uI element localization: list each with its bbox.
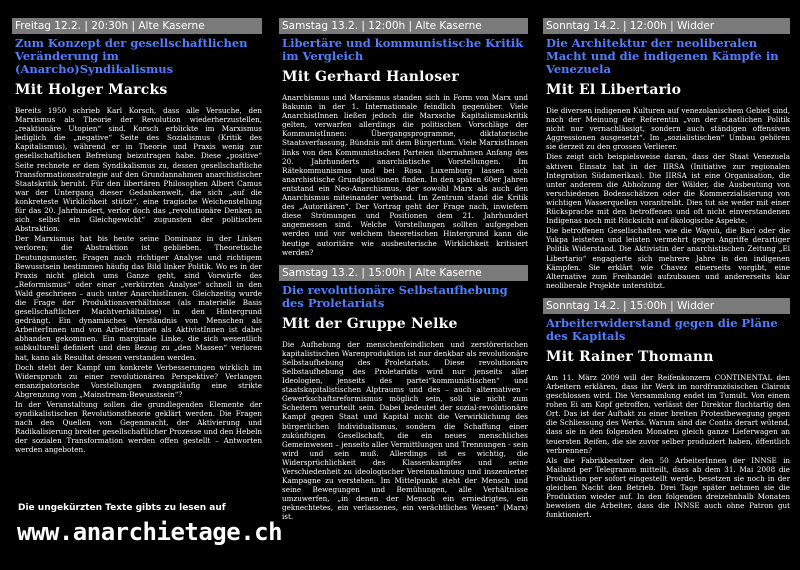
event-title: Libertäre und kommunistische Kritik im Vergleich xyxy=(282,36,524,63)
event-header: Samstag 13.2. | 12:00h | Alte Kaserne xyxy=(279,18,528,34)
event-speaker: Mit Gerhard Hanloser xyxy=(282,69,459,85)
event-header: Sonntag 14.2. | 12:00h | Widder xyxy=(543,18,790,34)
event-description xyxy=(15,106,262,455)
event-header: Freitag 12.2. | 20:30h | Alte Kaserne xyxy=(12,18,262,34)
event-description xyxy=(546,106,790,290)
event-description xyxy=(282,93,528,257)
website-link[interactable]: www.anarchietage.ch xyxy=(17,518,283,546)
paragraph: Doch steht der Kampf um konkrete Verbesserungen wirklich im Widerspruch zu einer revolutionären Perspektive? Verlangen emanzipatorische Vorstellungen zwangsläufig eine strikte Abgrenzung vom „Mainstream-Bewusstsein“? xyxy=(15,362,262,399)
event-header-2: Sonntag 14.2. | 15:00h | Widder xyxy=(543,298,790,314)
event-header-2: Samstag 13.2. | 15:00h | Alte Kaserne xyxy=(279,265,528,281)
paragraph: Am 11. März 2009 will der Reifenkonzern CONTINENTAL den Arbeitern erklären, dass ihr Werk im nordfranzösischen Clairoix geschlossen wird. Die Versammlung endet im Tumult. Von einem rohen Ei am Kopf getroffen, verlässt der Direktor fluchtartig den Ort. Das ist der Auftakt zu einer breiten Protestbewegung gegen die Schliessung des Werks. Warum sind die Contis derart wütend, dass sie in den folgenden Monaten gleich ganze Lieferwagen an teuersten Reifen, die sie zuvor selber produziert haben, öffentlich verbrennen? xyxy=(546,372,790,455)
event-title-2: Arbeiterwiderstand gegen die Pläne des Kapitals xyxy=(546,315,778,343)
column-sunday xyxy=(543,0,790,519)
paragraph: Der Marxismus hat bis heute seine Dominanz in der Linken verloren; die Abstraktion ist geblieben. Theoretische Deutungsmuster, Fragen nach richtiger Analyse und richtigem Bewusstsein bestimmen häufig das Bild linker Politik. Wo es in der Praxis nicht gleich ums Ganze geht, sind Vorwürfe des „Reformismus“ oder einer „verkürzten Analyse“ schnell in den Wald geschrieen – auch unter AnarchistInnen. Gleichzeitig wurde die Frage der Produktionsverhältnisse (als materielle Basis gesellschaftlicher Machtverhältnisse) in den Hintergrund gedrängt. Ein dynamisches Verständnis von Menschen als ArbeiterInnen und von Arbeiterinnen als AktivistInnen ist dabei abhanden gekommen. Ein marginale Linke, die sich wesentlich subkulturell definiert und den Bezug zu „den Massen“ verloren hat, kann als Resultat dessen verstanden werden. xyxy=(15,234,262,362)
paragraph: Dies zeigt sich beispielsweise daran, dass der Staat Venezuela aktiven Einsatz hat in der IIRSA (Initiative zur regionalen Integration Südamerikas). Die IIRSA ist eine Organisation, die unter anderem die Abholzung der Wälder, die Ausbeutung von verschiedenen Bodenschätzen oder die Kommerzialisierung von wichtigen Wasserquellen vorantreibt. Dies tut sie weder mit einer Rücksprache mit den betroffenen und oft nicht einverstandenen Indigenas noch mit Rücksicht auf ökologische Aspekte. xyxy=(546,152,790,226)
footer-note: Die ungekürzten Texte gibts zu lesen auf xyxy=(18,503,226,513)
paragraph: Die diversen indigenen Kulturen auf venezolanischem Gebiet sind, nach der Meinung der Referentin „von der staatlichen Politik nicht nur vernachlässigt, sondern auch ständigen offensiven Aggressionen ausgesetzt“. Im „sozialistischen“ Umbau gehören sie derzeit zu den grossen Verlierer. xyxy=(546,106,790,152)
paragraph: In der Veranstaltung sollen die grundlegenden Elemente der syndikalistischen Revolutionstheorie geklärt werden. Die Fragen nach den Quellen von Gegenmacht, der Aktivierung und Radikalisierung breiter gesellschaftlicher Prozesse und den Hebeln der sozialen Transformation werden offen gestellt – Antworten werden angeboten. xyxy=(15,400,262,455)
event-speaker-2: Mit Rainer Thomann xyxy=(546,348,714,365)
paragraph: Die Aufhebung der menschenfeindlichen und zerstörerischen kapitalistischen Warenproduktion ist nur denkbar als revolutionäre Selbstaufhebung des Proletariats. Diese revolutionäre Selbstaufhebung des Proletariats wird nur jenseits aller Ideologien, jenseits des partei“kommunistischen“ und staatskapitalistischen Alptraums und des – auch alternativen - Gewerkschaftsreformismus möglich sein, soll sie nicht zum Scheitern verurteilt sein. Dabei bedeutet der sozial-revolutionäre Kampf gegen Staat und Kapital nicht die Verwirklichung des bürgerlichen Individualismus, sondern die Schaffung einer zukünftigen Gesellschaft, die ein neues menschliches Gemeinwesen – jenseits aller Vermittlungen und Trennungen - sein wird und sein muß. Allerdings ist es wichtig, die Widersprüchlichkeit des Klassenkampfes und seine Verschiedenheit zu ideologischer Vereinnahmung und inszenierter Kampagne zu verstehen. Im Mittelpunkt steht der Mensch und seine Bewegungen und Bemühungen, alle Verhältnisse umzuwerfen, „in denen der Mensch ein erniedrigtes, ein geknechtetes, ein verlassenes, ein verächtliches Wesen“ (Marx) ist. xyxy=(282,339,528,522)
event-description-2 xyxy=(546,373,790,520)
event-title-2: Die revolutionäre Selbstaufhebung des Proletariats xyxy=(282,282,508,310)
event-title: Die Architektur der neoliberalen Macht und die indigenen Kämpfe in Venezuela xyxy=(546,36,779,76)
paragraph: Bereits 1950 schrieb Karl Korsch, dass alle Versuche, den Marxismus als Theorie der Revolution wiederherzustellen, „reaktionäre Utopien“ sind. Korsch erblickte im Marxismus lediglich die „negative“ Seite des Sozialismus (Kritik des Kapitalismus), während er in Theorie und Praxis wenig zur gesellschaftlichen Befreiung beizutragen habe. Diese „positive“ Seite rechnete er dem Syndikalismus zu, dessen gesellschaftliche Transformationsstrategie auf den Grundannahmen anarchistischer Staatskritik beruht. Für den libertären Philosophen Albert Camus war der Untergang dieser Gedankenwelt, die sich „auf die konkreteste Wirklichkeit stützt“, eine tragische Weichenstellung für das 20. Jahrhundert, verlor doch das „revolutionäre Denken in sich selbst ein Gleichgewicht“ zugunsten der politischen Abstraktion. xyxy=(15,106,262,234)
column-saturday xyxy=(279,0,528,522)
event-speaker: Mit El Libertario xyxy=(546,82,682,98)
event-speaker: Mit Holger Marcks xyxy=(15,82,168,98)
event-speaker-2: Mit der Gruppe Nelke xyxy=(282,315,458,332)
paragraph: Als die Fabrikbesitzer den 50 ArbeiterInnen der INNSE in Mailand per Telegramm mitteilt, dass ab dem 31. Mai 2008 die Produktion per sofort eingestellt werde, besetzen sie noch in der gleichen Nacht den Betrieb. Drei Tage später nehmen sie die Produktion wieder auf. In den folgenden dreizehnhalb Monaten beweisen die Arbeiter, dass die INNSE auch ohne Patron gut funktioniert. xyxy=(546,455,790,520)
paragraph: Anarchismus und Marxismus standen sich in Form von Marx und Bakunin in der 1. Internationale feindlich gegenüber. Viele AnarchistInnen ließen jedoch die Marxsche Kapitalismuskritik gelten, verwarfen allerdings die politischen Vorschläge der KommunistInnen: Übergangsprogramme, diktatorische Staatsverfassung, Bündnis mit dem Bürgertum. Viele MarxistInnen links von den Kommunistischen Parteien übernahmen Anfang des 20. Jahrhunderts anarchistische Vorstellungen. Im Rätekommunismus und bei Rosa Luxemburg lassen sich anarchistische Grundpositionen finden. In den späten 60er Jahren entstand ein Neo-Anarchismus, der sowohl Marx als auch den Anarchismus miteinander verband. Im Zentrum stand die Kritik des „Autoritären“. Der Vortrag geht der Frage nach, inwiefern diese Strömungen und Positionen dem 21. Jahrhundert angemessen sind. Welche Vorstellungen sollten aufgegeben werden und vor welchem theoretischen Hintergrund kann die heutige autoritäre wie ausbeuterische Wirklichkeit kritisiert werden? xyxy=(282,93,528,257)
paragraph: Die betroffenen Gesellschaften wie die Wayuù, die Barì oder die Yukpa leisteten und leisten vermehrt gegen Angriffe derartiger Politik Widerstand. Die Aktivistin der anarchistischen Zeitung „El Libertario“ engagierte sich mehrere Jahre in den indigenen Kämpfen. Sie erklärt wie Chavez einerseits vorgibt, eine Alternative zum Freihandel aufzubauen und andererseits klar neoliberale Projekte unterstützt. xyxy=(546,226,790,290)
column-friday xyxy=(12,0,262,455)
event-description-2 xyxy=(282,340,528,522)
event-title: Zum Konzept der gesellschaftlichen Veränderung im (Anarcho)Syndikalismus xyxy=(15,36,248,76)
